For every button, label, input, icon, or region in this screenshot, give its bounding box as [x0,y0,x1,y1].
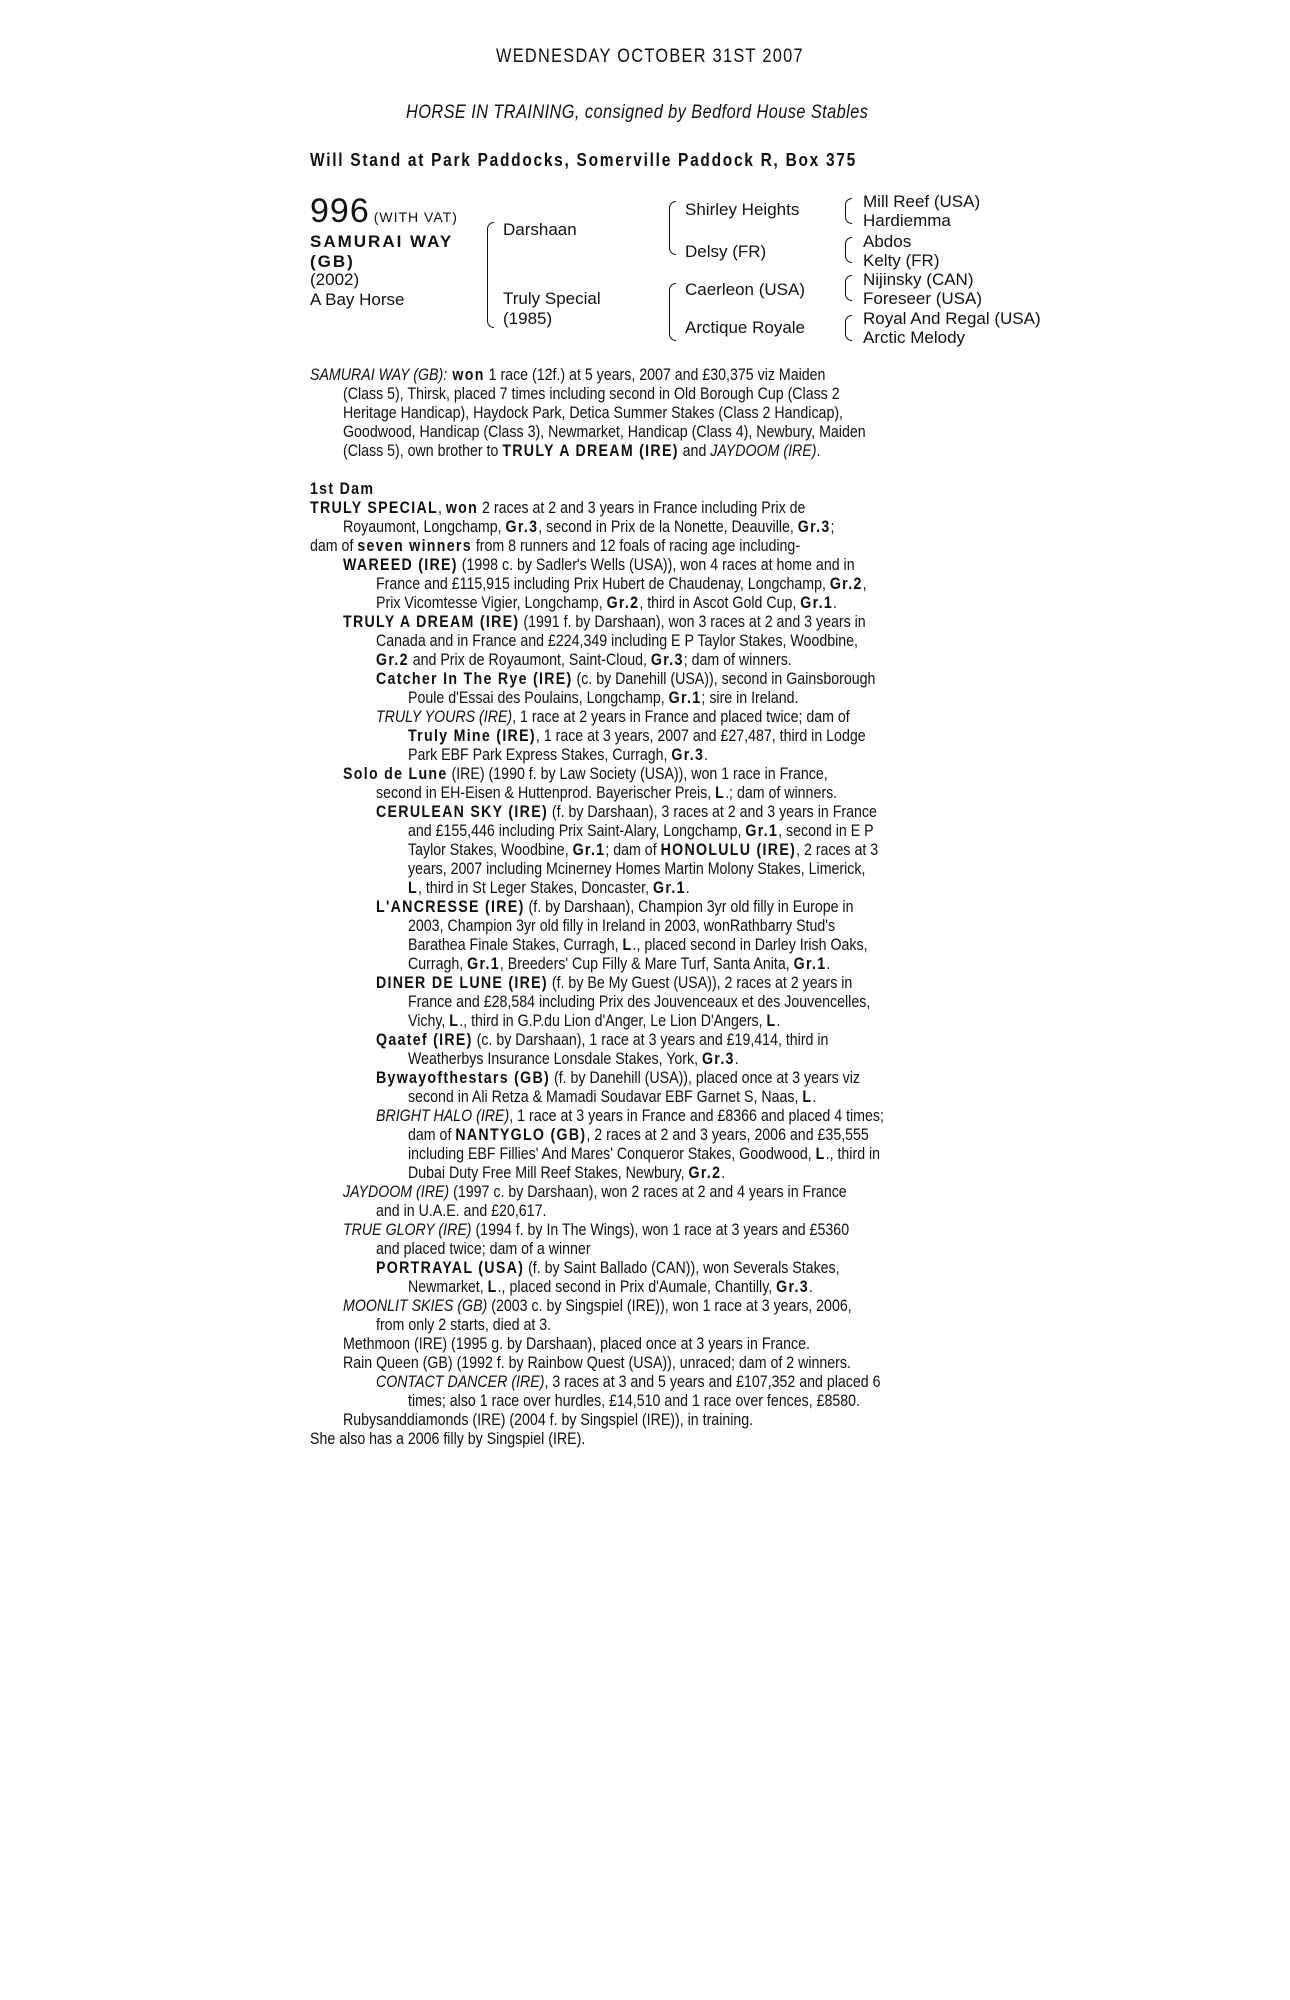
dam-detail-text: and in U.A.E. and £20,617. [376,1202,547,1220]
dam-detail-text: , 1 race at 3 years, 2007 and £27,487, third in Lodge [535,727,866,745]
dam-detail-text: Rubysanddiamonds (IRE) (2004 f. by Singspiel (IRE)), in training. [343,1411,754,1429]
race-record-line: Heritage Handicap), Haydock Park, Detica Summer Stakes (Class 2 Handicap), [343,404,844,422]
dam-detail-text: from only 2 starts, died at 3. [376,1316,552,1334]
dam-detail-line [310,879,1040,898]
dam-detail-line [310,632,1040,651]
dam-detail-text: , 1 race at 2 years in France and placed twice; dam of [512,708,850,726]
dam-detail-line [310,974,1040,993]
dam-detail-line [310,1373,1040,1392]
dam-detail-text: TRULY A DREAM (IRE) [343,613,520,631]
dam-detail-text: . [734,1050,739,1068]
dam-detail-text: NANTYGLO (GB) [455,1126,587,1144]
dam-detail-line [310,727,1040,746]
dam-detail-text: Gr.1 [793,955,827,973]
dam-detail-text: Curragh, [408,955,468,973]
dam-detail-text: and Prix de Royaumont, Saint-Cloud, [408,651,651,669]
dam-detail-text: Qaatef (IRE) [376,1031,473,1049]
dam-detail-line [310,955,1040,974]
dam-detail-line [310,556,1040,575]
dam-detail-line [310,518,1040,537]
pedigree-brace [845,315,852,341]
dam-detail-text: Barathea Finale Stakes, Curragh, [408,936,623,954]
dam-detail-text: .; dam of winners. [725,784,838,802]
dam-detail-text: , [862,575,867,593]
dam-detail-line [310,575,1040,594]
dam-detail-line [310,1297,1040,1316]
location-line: Will Stand at Park Paddocks, Somerville Paddock R, Box 375 [310,150,857,170]
dam-detail-text: from 8 runners and 12 foals of racing age including- [471,537,801,555]
pedigree-dam-dam: Arctique Royale [685,318,806,337]
dam-detail-text: WAREED (IRE) [343,556,458,574]
pedigree-g7: Royal And Regal (USA) [863,309,1041,328]
dam-detail-text: L'ANCRESSE (IRE) [376,898,525,916]
dam-detail-text: . [812,1088,817,1106]
pedigree-g8: Arctic Melody [863,328,966,347]
sale-date: WEDNESDAY OCTOBER 31ST 2007 [496,46,804,67]
dam-detail-text: dam of [408,1126,456,1144]
dam-detail-line [310,1050,1040,1069]
pedigree-brace [845,237,852,263]
dam-detail-text: France and £115,915 including Prix Hubert de Chaudenay, Longchamp, [376,575,830,593]
dam-detail-text: years, 2007 including Mcinerney Homes Martin Molony Stakes, Limerick, [408,860,866,878]
dam-detail-text: Canada and in France and £224,349 including E P Taylor Stakes, Woodbine, [376,632,859,650]
dam-detail-text: , third in Ascot Gold Cup, [639,594,801,612]
dam-detail-text: Gr.3 [650,651,684,669]
dam-detail-text: ., placed second in Darley Irish Oaks, [632,936,868,954]
dam-detail-text: (2003 c. by Singspiel (IRE)), won 1 race at 3 years, 2006, [487,1297,852,1315]
dam-detail-line [310,1164,1040,1183]
dam-detail-line [310,499,1040,518]
dam-detail-text: second in EH-Eisen & Huttenprod. Bayerischer Preis, [376,784,716,802]
dam-detail-text: ; dam of [605,841,661,859]
dam-detail-line [310,1069,1040,1088]
catalogue-text [310,366,1040,1449]
dam-detail-text: Rain Queen (GB) (1992 f. by Rainbow Quest (USA)), unraced; dam of 2 winners. [343,1354,851,1372]
dam-detail-text: ., third in [825,1145,881,1163]
dam-detail-text: Solo de Lune [343,765,448,783]
horse-description: A Bay Horse [310,290,405,309]
dam-detail-line [310,1145,1040,1164]
dam-detail-text: CONTACT DANCER (IRE) [376,1373,545,1391]
dam-detail-text: (f. by Be My Guest (USA)), 2 races at 2 years in [547,974,853,992]
dam-detail-text: dam of [310,537,358,555]
dam-detail-text: BRIGHT HALO (IRE) [376,1107,510,1125]
dam-detail-text: , [437,499,446,517]
dam-detail-text: (1991 f. by Darshaan), won 3 races at 2 and 3 years in [519,613,866,631]
dam-detail-text: ; [830,518,835,536]
dam-detail-text: Gr.1 [800,594,834,612]
dam-detail-text: (1994 f. by In The Wings), won 1 race at 3 years and £5360 [471,1221,850,1239]
pedigree-sire-dam: Delsy (FR) [685,242,767,261]
dam-detail-text: . [808,1278,813,1296]
dam-detail-line [310,1107,1040,1126]
dam-detail-text: L [715,784,726,802]
dam-detail-text: won [445,499,479,517]
dam-detail-text: Gr.3 [671,746,705,764]
dam-detail-text: (1998 c. by Sadler's Wells (USA)), won 4 races at home and in [457,556,855,574]
dam-detail-line [310,1126,1040,1145]
dam-detail-text: L [622,936,633,954]
dam-detail-text: L [802,1088,813,1106]
dam-detail-line [310,594,1040,613]
dam-detail-text: including EBF Fillies' And Mares' Conqueror Stakes, Goodwood, [408,1145,816,1163]
dam-detail-line [310,670,1040,689]
dam-detail-line [310,1392,1040,1411]
dam-detail-text: Gr.2 [606,594,640,612]
dam-detail-line [310,746,1040,765]
dam-detail-line [310,1335,1040,1354]
dam-detail-text: Vichy, [408,1012,450,1030]
dam-detail-line [310,613,1040,632]
dam-detail-text: PORTRAYAL (USA) [376,1259,525,1277]
dam-detail-text: , 1 race at 3 years in France and £8366 and placed 4 times; [509,1107,884,1125]
dam-detail-line [310,1278,1040,1297]
dam-detail-line [310,537,1040,556]
dam-detail-text: Gr.1 [653,879,686,897]
dam-detail-line [310,708,1040,727]
dam-detail-line [310,822,1040,841]
dam-detail-text: Bywayofthestars (GB) [376,1069,551,1087]
pedigree-dam: Truly Special [503,289,601,308]
dam-detail-text: (IRE) (1990 f. by Law Society (USA)), won 1 race in France, [447,765,828,783]
dam-detail-line [310,803,1040,822]
dam-detail-text: TRULY YOURS (IRE) [376,708,513,726]
dam-detail-text: Gr.1 [467,955,500,973]
dam-detail-text: Gr.2 [829,575,863,593]
dam-detail-line [310,936,1040,955]
dam-detail-line [310,841,1040,860]
dam-detail-line [310,1430,1040,1449]
dam-detail-text: (1997 c. by Darshaan), won 2 races at 2 and 4 years in France [449,1183,847,1201]
dam-detail-text: L [766,1012,777,1030]
dam-detail-text: Weatherbys Insurance Lonsdale Stakes, York, [408,1050,702,1068]
dam-detail-text: ., placed second in Prix d'Aumale, Chantilly, [497,1278,777,1296]
dam-detail-text: (f. by Saint Ballado (CAN)), won Severals Stakes, [524,1259,840,1277]
dam-detail-text: Catcher In The Rye (IRE) [376,670,573,688]
dam-detail-text: L [815,1145,826,1163]
dam-detail-text: (f. by Darshaan), Champion 3yr old filly in Europe in [524,898,854,916]
dam-detail-text: TRUE GLORY (IRE) [343,1221,472,1239]
dam-detail-text: 2003, Champion 3yr old filly in Ireland in 2003, wonRathbarry Stud's [408,917,836,935]
dam-detail-text: CERULEAN SKY (IRE) [376,803,548,821]
dam-detail-text: She also has a 2006 filly by Singspiel (IRE). [310,1430,586,1448]
dam-detail-text: Methmoon (IRE) (1995 g. by Darshaan), placed once at 3 years in France. [343,1335,810,1353]
dam-detail-text: Poule d'Essai des Poulains, Longchamp, [408,689,669,707]
dam-detail-text: MOONLIT SKIES (GB) [343,1297,488,1315]
dam-detail-text: , 2 races at 2 and 3 years, 2006 and £35,555 [586,1126,869,1144]
dam-detail-line [310,765,1040,784]
pedigree-g1: Mill Reef (USA) [863,192,981,211]
dam-detail-line [310,1202,1040,1221]
dam-detail-text: and placed twice; dam of a winner [376,1240,591,1258]
pedigree-g6: Foreseer (USA) [863,289,983,308]
dam-detail-text: Gr.2 [688,1164,722,1182]
dam-detail-text: Taylor Stakes, Woodbine, [408,841,573,859]
dam-detail-text: (f. by Darshaan), 3 races at 2 and 3 years in France [547,803,877,821]
dam-detail-text: , third in St Leger Stakes, Doncaster, [417,879,654,897]
dam-detail-text: Park EBF Park Express Stakes, Curragh, [408,746,672,764]
dam-detail-line [310,860,1040,879]
dam-detail-text: L [487,1278,498,1296]
dam-detail-text: . [826,955,831,973]
dam-detail-text: Gr.3 [701,1050,735,1068]
pedigree-dam-year: (1985) [503,309,553,328]
dam-detail-text: L [449,1012,460,1030]
dam-detail-text: Gr.2 [376,651,409,669]
dam-detail-text: second in Ali Retza & Mamadi Soudavar EBF Garnet S, Naas, [408,1088,803,1106]
race-record-line: Goodwood, Handicap (Class 3), Newmarket, Handicap (Class 4), Newbury, Maiden [343,423,866,441]
dam-detail-text: Gr.1 [668,689,702,707]
pedigree-brace [669,283,676,341]
lot-number: 996 (WITH VAT) [310,192,458,230]
dam-detail-text: . [704,746,709,764]
pedigree-g4: Kelty (FR) [863,251,940,270]
vat-note: (WITH VAT) [373,209,458,225]
dam-detail-text: . [721,1164,726,1182]
dam-detail-line [310,1183,1040,1202]
dam-detail-text: . [833,594,837,612]
horse-year: (2002) [310,270,360,289]
dam-detail-text: Gr.3 [776,1278,809,1296]
dam-detail-line [310,993,1040,1012]
pedigree-sire-sire: Shirley Heights [685,200,800,219]
consignment-line: HORSE IN TRAINING, consigned by Bedford House Stables [406,102,869,123]
dam-heading: 1st Dam [310,480,375,498]
pedigree-brace [487,222,494,328]
dam-detail-text: , Breeders' Cup Filly & Mare Turf, Santa Anita, [499,955,794,973]
dam-detail-line [310,917,1040,936]
dam-detail-text: Gr.3 [797,518,831,536]
dam-detail-text: L [408,879,418,897]
dam-detail-line [310,651,1040,670]
dam-detail-line [310,1354,1040,1373]
pedigree-g3: Abdos [863,232,912,251]
dam-detail-line [310,689,1040,708]
pedigree-brace [845,275,852,301]
dam-detail-line [310,1031,1040,1050]
dam-detail-text: Gr.3 [505,518,539,536]
dam-detail-text: (c. by Darshaan), 1 race at 3 years and £19,414, third in [472,1031,829,1049]
dam-detail-text: seven winners [357,537,472,555]
pedigree-brace [669,201,676,255]
dam-detail-text: ; sire in Ireland. [701,689,799,707]
dam-detail-text: times; also 1 race over hurdles, £14,510 and 1 race over fences, £8580. [408,1392,860,1410]
dam-detail-text: Newmarket, [408,1278,488,1296]
dam-detail-text: , second in Prix de la Nonette, Deauville, [538,518,798,536]
dam-details [310,499,1040,1449]
dam-detail-text: ., third in G.P.du Lion d'Anger, Le Lion D'Angers, [459,1012,767,1030]
pedigree-dam-sire: Caerleon (USA) [685,280,805,299]
dam-detail-text: (c. by Danehill (USA)), second in Gainsborough [572,670,876,688]
dam-detail-text: DINER DE LUNE (IRE) [376,974,548,992]
dam-detail-text: HONOLULU (IRE) [660,841,797,859]
pedigree-g2: Hardiemma [863,211,951,230]
dam-detail-text: ; dam of winners. [683,651,792,669]
dam-detail-line [310,1259,1040,1278]
dam-detail-text: . [776,1012,781,1030]
dam-detail-text: (f. by Danehill (USA)), placed once at 3 years viz [550,1069,860,1087]
pedigree-brace [845,198,852,224]
dam-detail-text: Gr.1 [572,841,606,859]
dam-detail-text: Dubai Duty Free Mill Reef Stakes, Newbury, [408,1164,689,1182]
dam-detail-text: JAYDOOM (IRE) [343,1183,450,1201]
dam-detail-text: , 3 races at 3 and 5 years and £107,352 and placed 6 [544,1373,881,1391]
dam-detail-line [310,1221,1040,1240]
dam-detail-line [310,1240,1040,1259]
dam-detail-line [310,1316,1040,1335]
race-record-line: (Class 5), Thirsk, placed 7 times including second in Old Borough Cup (Class 2 [343,385,840,403]
dam-detail-text: Truly Mine (IRE) [408,727,536,745]
dam-detail-text: Gr.1 [745,822,779,840]
horse-name: SAMURAI WAY (GB) [310,232,453,271]
dam-detail-text: and £155,446 including Prix Saint-Alary, Longchamp, [408,822,746,840]
race-record-line: SAMURAI WAY (GB): won 1 race (12f.) at 5 years, 2007 and £30,375 viz Maiden [310,366,826,384]
dam-detail-text: . [685,879,690,897]
dam-detail-line [310,1012,1040,1031]
dam-detail-line [310,1411,1040,1430]
pedigree-g5: Nijinsky (CAN) [863,270,974,289]
dam-detail-line [310,784,1040,803]
race-record-line: (Class 5), own brother to TRULY A DREAM (IRE) and JAYDOOM (IRE). [343,442,821,460]
dam-detail-line [310,898,1040,917]
dam-detail-text: 2 races at 2 and 3 years in France including Prix de [478,499,806,517]
dam-detail-text: Prix Vicomtesse Vigier, Longchamp, [376,594,607,612]
dam-detail-text: TRULY SPECIAL [310,499,438,517]
dam-detail-text: Royaumont, Longchamp, [343,518,506,536]
dam-detail-text: , second in E P [778,822,874,840]
dam-detail-text: , 2 races at 3 [796,841,879,859]
dam-detail-line [310,1088,1040,1107]
pedigree-sire: Darshaan [503,220,577,239]
dam-detail-text: France and £28,584 including Prix des Jouvenceaux et des Jouvencelles, [408,993,871,1011]
